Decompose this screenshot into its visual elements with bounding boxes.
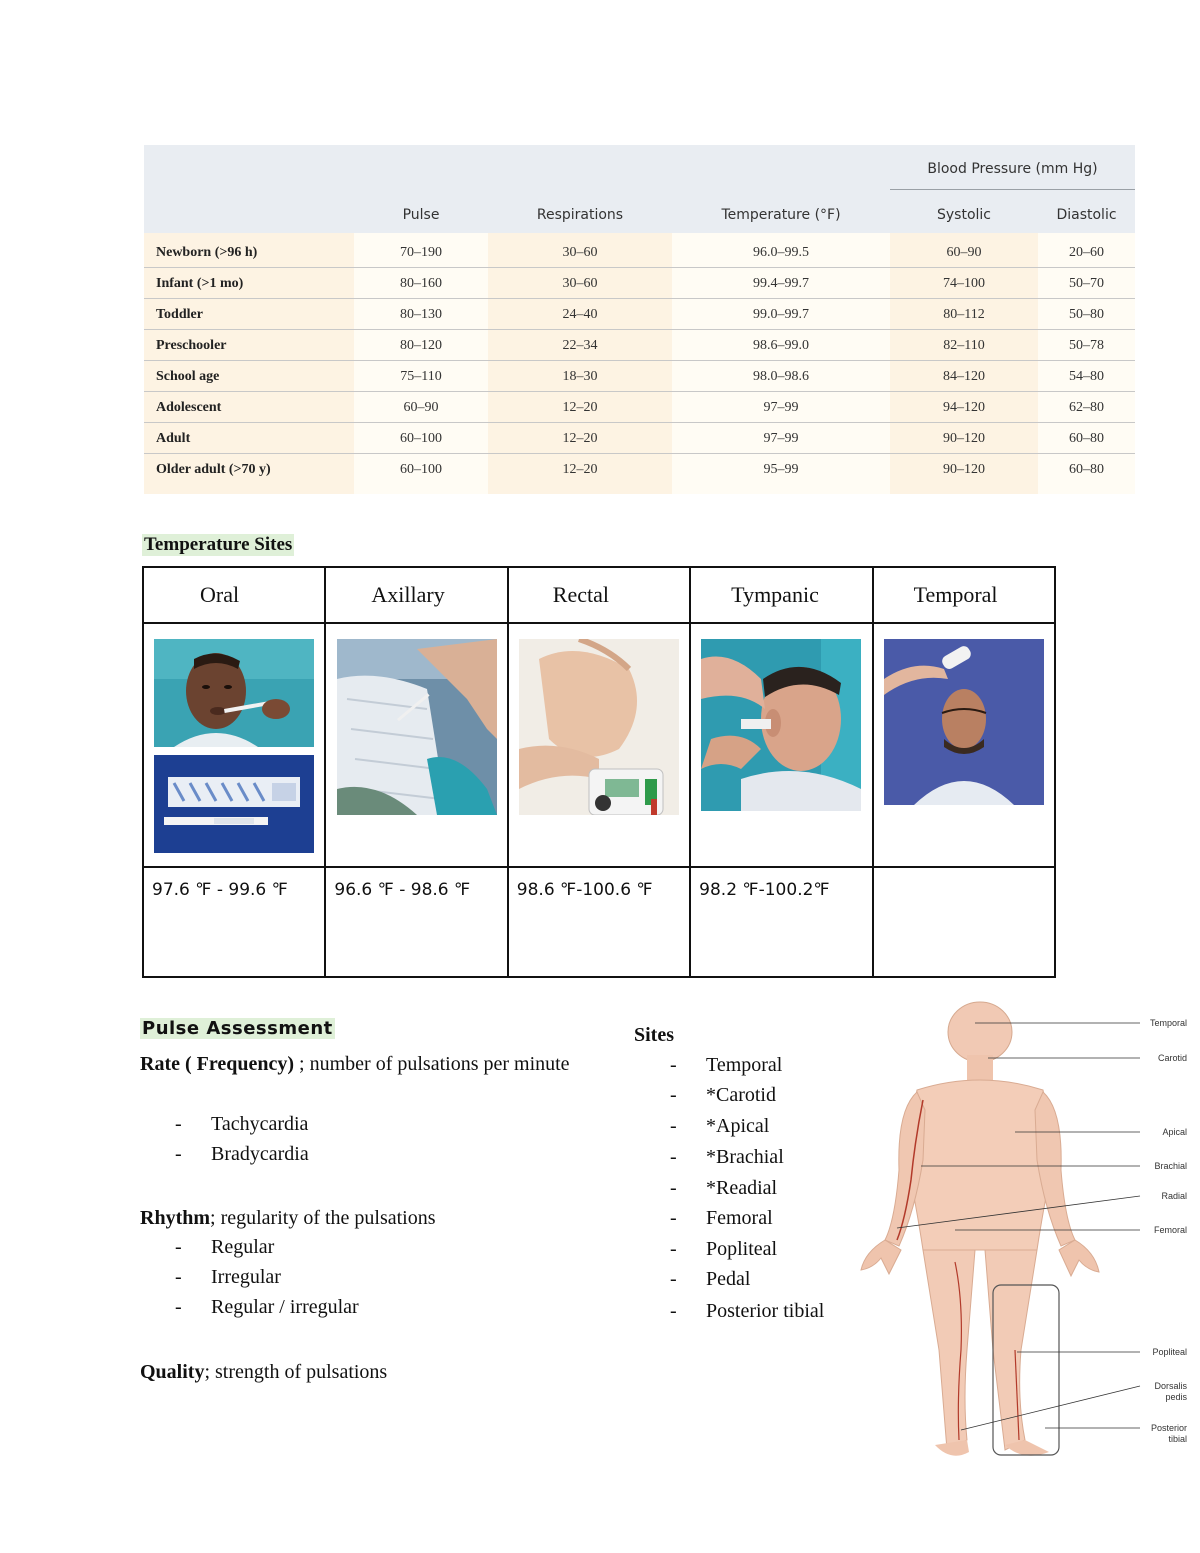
cell-label: Adolescent bbox=[156, 400, 222, 415]
oral-thermometer-photo bbox=[154, 639, 314, 747]
table-row bbox=[144, 237, 1135, 268]
cell-dia: 60–80 bbox=[1069, 462, 1104, 477]
cell-pulse: 80–120 bbox=[400, 338, 442, 353]
cell-temp: 98.6–99.0 bbox=[753, 338, 809, 353]
label-tibial: tibial bbox=[1168, 1434, 1187, 1444]
pulse-sites-body-diagram bbox=[855, 1000, 1190, 1460]
label-carotid: Carotid bbox=[1157, 1053, 1187, 1063]
oral-images bbox=[143, 623, 325, 867]
vital-signs-table bbox=[144, 145, 1135, 494]
quality-paragraph bbox=[140, 1357, 387, 1388]
cell-temp: 99.4–99.7 bbox=[753, 276, 809, 291]
sites-heading: Sites bbox=[634, 1024, 674, 1046]
cell-label: School age bbox=[156, 369, 220, 384]
col-respirations: Respirations bbox=[536, 207, 624, 223]
cell-temp: 99.0–99.7 bbox=[753, 307, 809, 322]
cell-resp: 22–34 bbox=[562, 338, 598, 353]
cell-dia: 50–80 bbox=[1069, 307, 1104, 322]
cell-resp: 12–20 bbox=[562, 431, 598, 446]
tympanic-thermometer-photo bbox=[701, 639, 861, 811]
bp-header-rule bbox=[890, 189, 1135, 190]
cell-dia: 50–70 bbox=[1069, 276, 1104, 291]
cell-label: Preschooler bbox=[156, 338, 227, 353]
label-femoral: Femoral bbox=[1153, 1225, 1187, 1235]
cell-temp: 98.0–98.6 bbox=[753, 369, 809, 384]
cell-temp: 97–99 bbox=[763, 431, 799, 446]
rectal-image bbox=[508, 623, 690, 867]
tympanic-range: 98.2 ℉-100.2℉ bbox=[690, 867, 872, 977]
label-apical: Apical bbox=[1162, 1127, 1187, 1137]
cell-sys: 82–110 bbox=[943, 338, 985, 353]
cell-dia: 50–78 bbox=[1069, 338, 1104, 353]
col-temperature: Temperature (°F) bbox=[721, 207, 841, 223]
cell-sys: 60–90 bbox=[946, 245, 982, 260]
site-temporal: Temporal bbox=[873, 567, 1055, 623]
cell-pulse: 80–160 bbox=[400, 276, 442, 291]
temporal-range bbox=[873, 867, 1055, 977]
axillary-range: 96.6 ℉ - 98.6 ℉ bbox=[325, 867, 507, 977]
rectal-range: 98.6 ℉-100.6 ℉ bbox=[508, 867, 690, 977]
label-posterior: Posterior bbox=[1150, 1423, 1187, 1433]
tympanic-image bbox=[690, 623, 872, 867]
label-pedis: pedis bbox=[1165, 1392, 1187, 1402]
cell-temp: 97–99 bbox=[763, 400, 799, 415]
cell-sys: 80–112 bbox=[943, 307, 985, 322]
cell-dia: 62–80 bbox=[1069, 400, 1104, 415]
quality-text: ; strength of pulsations bbox=[204, 1361, 388, 1383]
cell-pulse: 60–100 bbox=[400, 462, 442, 477]
label-temporal: Temporal bbox=[1149, 1018, 1187, 1028]
cell-sys: 74–100 bbox=[943, 276, 985, 291]
col-systolic: Systolic bbox=[937, 207, 991, 223]
cell-pulse: 60–90 bbox=[403, 400, 439, 415]
thermometer-strip-photo bbox=[154, 755, 314, 853]
table-row bbox=[144, 361, 1135, 392]
bp-header: Blood Pressure (mm Hg) bbox=[927, 161, 1098, 177]
cell-pulse: 60–100 bbox=[400, 431, 442, 446]
cell-label: Newborn (>96 h) bbox=[156, 245, 258, 260]
cell-label: Toddler bbox=[156, 307, 203, 322]
axillary-image bbox=[325, 623, 507, 867]
rhythm-paragraph bbox=[140, 1203, 436, 1234]
label-radial: Radial bbox=[1161, 1191, 1187, 1201]
table-row bbox=[144, 299, 1135, 330]
temporal-image bbox=[873, 623, 1055, 867]
pulse-assessment-heading: Pulse Assessment bbox=[142, 1018, 333, 1039]
label-dorsalis: Dorsalis bbox=[1154, 1381, 1187, 1391]
cell-resp: 24–40 bbox=[562, 307, 598, 322]
cell-resp: 30–60 bbox=[562, 245, 598, 260]
cell-sys: 84–120 bbox=[943, 369, 985, 384]
rate-paragraph bbox=[140, 1049, 580, 1080]
cell-label: Older adult (>70 y) bbox=[156, 462, 271, 477]
cell-dia: 20–60 bbox=[1069, 245, 1104, 260]
cell-resp: 12–20 bbox=[562, 400, 598, 415]
cell-dia: 54–80 bbox=[1069, 369, 1104, 384]
cell-label: Adult bbox=[156, 431, 191, 446]
site-rectal: Rectal bbox=[508, 567, 690, 623]
temporal-thermometer-photo bbox=[884, 639, 1044, 805]
label-brachial: Brachial bbox=[1154, 1161, 1187, 1171]
cell-resp: 30–60 bbox=[562, 276, 598, 291]
temperature-sites-table bbox=[142, 566, 1056, 978]
table-row bbox=[144, 330, 1135, 361]
cell-pulse: 80–130 bbox=[400, 307, 442, 322]
quality-label: Quality bbox=[140, 1361, 205, 1383]
axillary-thermometer-photo bbox=[337, 639, 497, 815]
table-row bbox=[144, 423, 1135, 454]
col-pulse: Pulse bbox=[402, 207, 440, 223]
table-row bbox=[144, 392, 1135, 423]
table-row bbox=[144, 454, 1135, 485]
label-popliteal: Popliteal bbox=[1152, 1347, 1187, 1357]
cell-sys: 90–120 bbox=[943, 431, 985, 446]
table-row bbox=[144, 268, 1135, 299]
cell-sys: 94–120 bbox=[943, 400, 985, 415]
oral-range: 97.6 ℉ - 99.6 ℉ bbox=[143, 867, 325, 977]
rhythm-text: ; regularity of the pulsations bbox=[210, 1207, 436, 1229]
rate-label: Rate ( Frequency) bbox=[140, 1053, 295, 1075]
cell-pulse: 75–110 bbox=[400, 369, 442, 384]
rate-text: ; number of pulsations per minute bbox=[294, 1053, 570, 1075]
cell-sys: 90–120 bbox=[943, 462, 985, 477]
rectal-thermometer-photo bbox=[519, 639, 679, 815]
cell-dia: 60–80 bbox=[1069, 431, 1104, 446]
cell-temp: 95–99 bbox=[763, 462, 799, 477]
rhythm-label: Rhythm bbox=[140, 1207, 211, 1229]
cell-resp: 18–30 bbox=[562, 369, 598, 384]
site-tympanic: Tympanic bbox=[690, 567, 872, 623]
site-oral: Oral bbox=[143, 567, 325, 623]
cell-temp: 96.0–99.5 bbox=[753, 245, 809, 260]
col-diastolic: Diastolic bbox=[1056, 207, 1117, 223]
site-axillary: Axillary bbox=[325, 567, 507, 623]
cell-label: Infant (>1 mo) bbox=[156, 276, 244, 291]
cell-pulse: 70–190 bbox=[400, 245, 442, 260]
temperature-sites-heading: Temperature Sites bbox=[144, 534, 293, 555]
cell-resp: 12–20 bbox=[562, 462, 598, 477]
